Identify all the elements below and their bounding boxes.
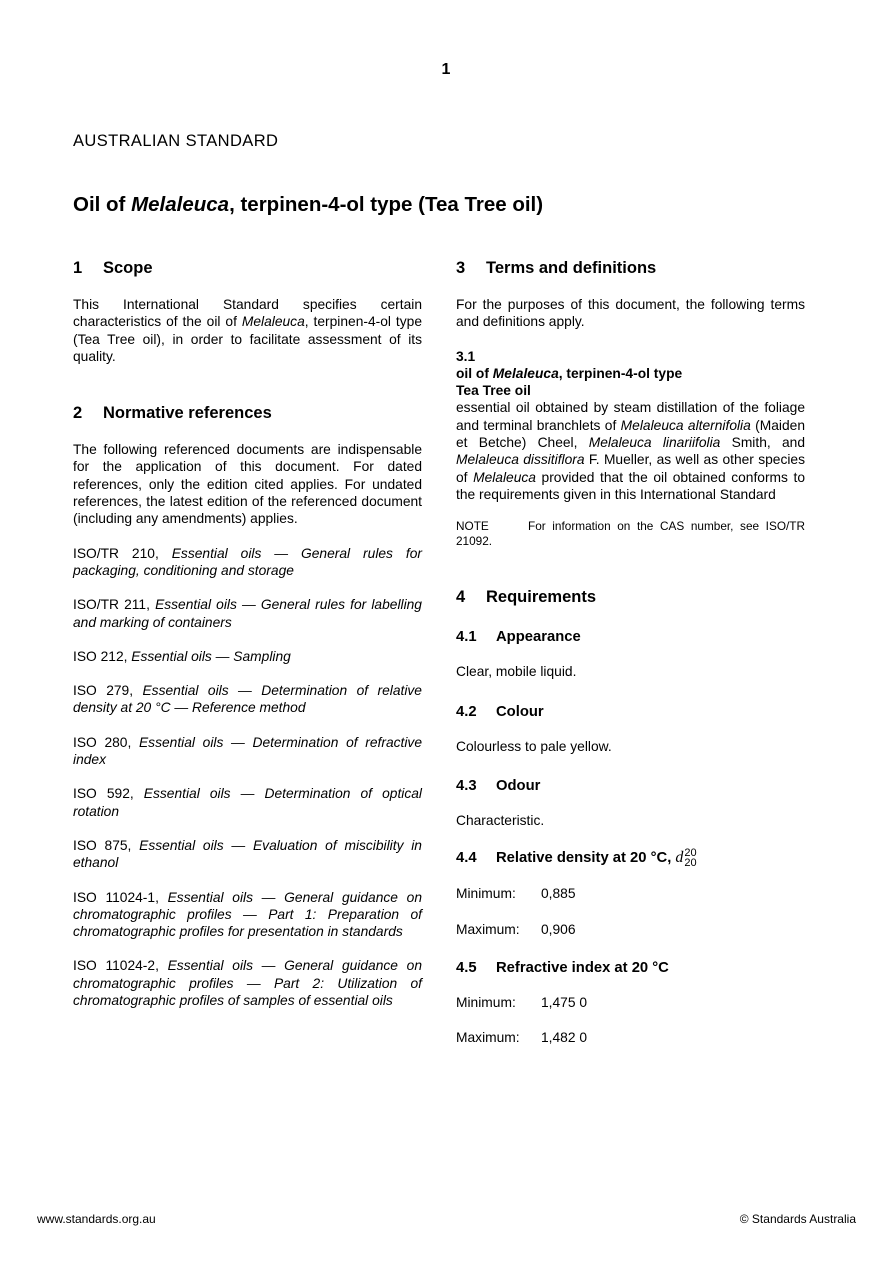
reference-item: [73, 596, 422, 631]
subsection-heading-relative-density: 4.4 Relative density at 20 °C, d20 20: [456, 847, 697, 870]
term-number: 3.1: [456, 348, 476, 364]
colour-text: Colourless to pale yellow.: [456, 738, 612, 754]
normative-intro: The following referenced documents are indispensable for the application of this document. For dated references, only the edition cited applies. For undated references, the latest edition of the referenced document (including any amendments) applies.: [73, 442, 422, 527]
footer-copyright: © Standards Australia: [739, 1212, 856, 1226]
density-symbol: d20 20: [675, 847, 697, 870]
odour-text: Characteristic.: [456, 812, 545, 828]
footer-website: www.standards.org.au: [37, 1212, 156, 1226]
reference-item: [73, 734, 422, 769]
reference-item: [73, 682, 422, 717]
document-title: Oil of Melaleuca, terpinen-4-ol type (Tea Tree oil): [73, 193, 544, 216]
reference-code: ISO 279,: [73, 683, 143, 699]
section-heading-normative-references: 2 Normative references: [73, 404, 272, 423]
reference-item: [73, 957, 422, 1009]
refractive-maximum: Maximum: 1,482 0: [456, 1030, 588, 1046]
reference-title: Essential oils — General guidance on chromatographic profiles — Part 1: Preparation of chromatographic profiles for presentation in standards: [73, 889, 422, 940]
term-alternative: Tea Tree oil: [456, 383, 531, 399]
reference-item: [73, 837, 422, 872]
reference-code: ISO 11024-1,: [73, 889, 168, 905]
right-column: [456, 257, 805, 1047]
standard-label: AUSTRALIAN STANDARD: [73, 132, 279, 150]
left-column: [73, 257, 422, 1009]
scope-paragraph: This International Standard specifies certain characteristics of the oil of Melaleuca, terpinen-4-ol type (Tea Tree oil), in order to facilitate assessment of its quality.: [73, 297, 422, 364]
density-minimum: Minimum: 0,885: [456, 886, 576, 902]
section-heading-scope: 1 Scope: [73, 259, 153, 277]
reference-title: Essential oils — Determination of relative density at 20 °C — Reference method: [73, 683, 422, 716]
reference-title: Essential oils — General rules for packaging, conditioning and storage: [73, 545, 422, 578]
term-name: oil of Melaleuca, terpinen-4-ol type: [456, 365, 683, 381]
reference-code: ISO/TR 211,: [73, 597, 156, 613]
page-number: 1: [441, 61, 451, 78]
reference-item: [73, 785, 422, 820]
term-definition: essential oil obtained by steam distillation of the foliage and terminal branchlets of Melaleuca alternifolia (Maiden et Betche) Cheel, Melaleuca linariifolia Smith, and Melaleuca dissitiflora F. Mueller, as well as other species of Melaleuca provided that the oil obtained conforms to the requirements given in this International Standard: [456, 400, 806, 502]
reference-code: ISO/TR 210,: [73, 545, 172, 561]
reference-code: ISO 280,: [73, 734, 139, 750]
reference-title: Essential oils — General rules for labelling and marking of containers: [73, 597, 422, 630]
subsection-heading-refractive-index: 4.5 Refractive index at 20 °C: [456, 960, 669, 977]
reference-item: [73, 889, 422, 941]
subsection-heading-odour: 4.3 Odour: [456, 777, 541, 794]
terms-intro: For the purposes of this document, the following terms and definitions apply.: [456, 297, 805, 330]
reference-list: [73, 545, 422, 1010]
reference-code: ISO 592,: [73, 786, 144, 802]
section-heading-terms: 3 Terms and definitions: [456, 259, 657, 277]
reference-item: [73, 545, 422, 580]
reference-title: Essential oils — Evaluation of miscibility in ethanol: [73, 837, 422, 871]
appearance-text: Clear, mobile liquid.: [456, 664, 577, 680]
refractive-minimum: Minimum: 1,475 0: [456, 995, 588, 1011]
subsection-heading-appearance: 4.1 Appearance: [456, 629, 581, 646]
reference-code: ISO 11024-2,: [73, 958, 168, 974]
reference-title: Essential oils — Sampling: [131, 648, 291, 664]
reference-title: Essential oils — Determination of refractive index: [73, 734, 422, 768]
note: NOTE For information on the CAS number, see ISO/TR 21092.: [456, 519, 805, 549]
section-heading-requirements: 4 Requirements: [456, 588, 597, 607]
reference-title: Essential oils — General guidance on chromatographic profiles — Part 2: Utilization of chromatographic profiles of samples of essential oils: [73, 958, 422, 1009]
reference-title: Essential oils — Determination of optical rotation: [73, 786, 422, 819]
reference-code: ISO 875,: [73, 837, 140, 853]
subsection-heading-colour: 4.2 Colour: [456, 703, 544, 720]
reference-item: [73, 648, 422, 665]
reference-code: ISO 212,: [73, 648, 132, 664]
density-maximum: Maximum: 0,906: [456, 921, 576, 937]
